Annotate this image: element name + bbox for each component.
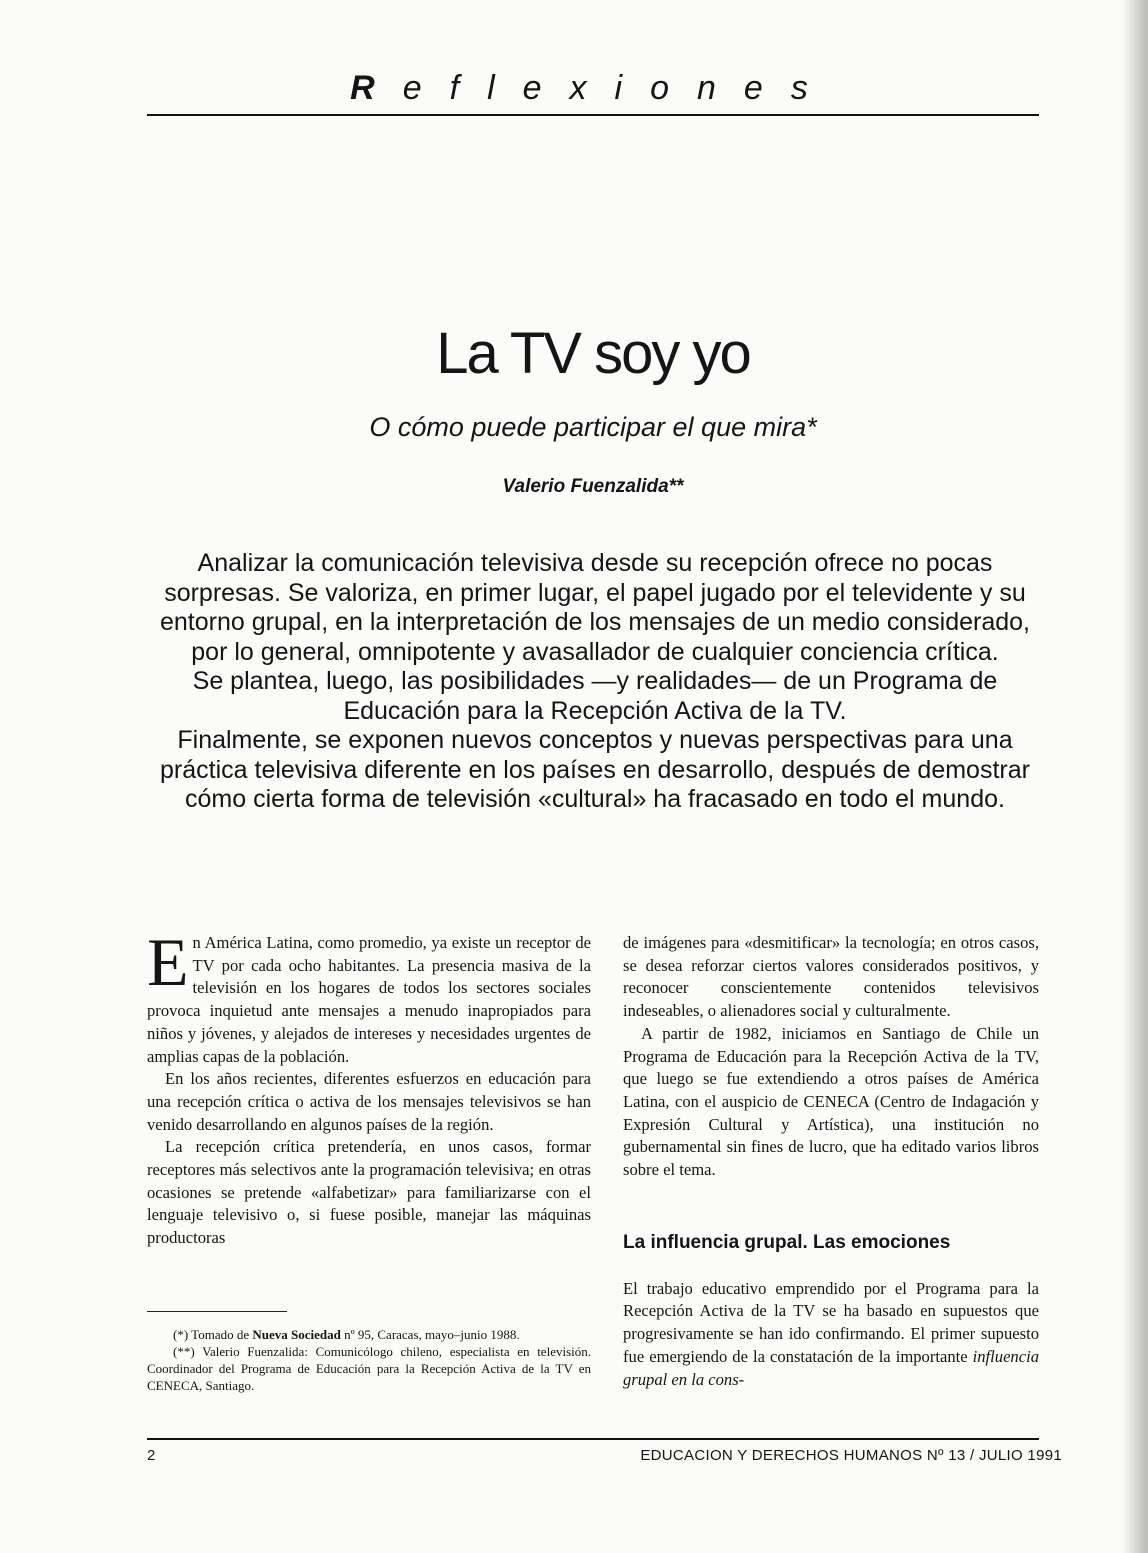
section-header-initial: R [350,69,403,107]
body-paragraph: A partir de 1982, iniciamos en Santiago de Chile un Programa de Educación para la Recepción Activa de la TV, que luego se fue extendiendo a otros países de América Latina, con el auspicio de CENECA (Centro de Indagación y Expresión Cultural y Artística), una institución no gubernamental sin fines de lucro, que ha editado varios libros sobre el tema. [623,1023,1039,1180]
body-column-right [623,932,1039,1391]
article-subtitle: O cómo puede participar el que mira* [369,412,817,442]
abstract-paragraph: Analizar la comunicación televisiva desde su recepción ofrece no pocas sorpresas. Se valoriza, en primer lugar, el papel jugado por el televidente y su entorno grupal, en la interpretación de los mensajes de un medio considerado, por lo general, omnipotente y avasallador de cualquier conciencia crítica. [160,549,1030,666]
footnote-source: Nueva Sociedad [252,1327,341,1342]
body-column-left [147,924,591,1250]
body-paragraph: En los años recientes, diferentes esfuerzos en educación para una recepción crítica o activa de los mensajes televisivos se han venido desarrollando en algunos países de la región. [147,1069,591,1134]
section-header-rest: eflexiones [402,69,836,107]
body-paragraph: de imágenes para «desmitificar» la tecnología; en otros casos, se desea reforzar ciertos valores considerados positivos, y reconocer conscientemente contenidos televisivos indeseables, o alienadores social y culturalmente. [623,933,1039,1021]
body-paragraph-text: n América Latina, como promedio, ya existe un receptor de TV por cada ocho habitantes. La presencia masiva de la televisión en los hogares de todos los sectores sociales provoca inquietud ante mensajes a menudo inapropiados para niños y jóvenes, y alejados de intereses y necesidades urgentes de amplias capas de la población. [147,933,591,1066]
footnote-text: nº 95, Caracas, mayo–junio 1988. [340,1327,520,1342]
footnotes [147,1326,591,1394]
footnote: (**) Valerio Fuenzalida: Comunicólogo chileno, especialista en televisión. Coordinador del Programa de Educación para la Recepción Activa de la TV en CENECA, Santiago. [147,1344,591,1393]
footnote-text: (*) Tomado de [173,1327,253,1342]
abstract-paragraph: Finalmente, se exponen nuevos conceptos y nuevas perspectivas para una práctica televisiva diferente en los países en desarrollo, después de demostrar cómo cierta forma de televisión «cultural» ha fracasado en todo el mundo. [160,726,1030,813]
article-title: La TV soy yo [436,321,750,386]
abstract [140,549,1050,815]
body-paragraph: La recepción crítica pretendería, en unos casos, formar receptores más selectivos ante la programación televisiva; en otras ocasiones se pretende «alfabetizar» para familiarizarse con el lenguaje televisivo o, si fuese posible, manejar las máquinas productoras [147,1137,591,1248]
article-author: Valerio Fuenzalida** [502,476,684,497]
footer-rule [147,1438,1039,1440]
footnote [147,1326,591,1343]
drop-cap: E [147,924,189,1000]
header-rule [147,114,1039,116]
body-paragraph-text: El trabajo educativo emprendido por el Programa para la Recepción Activa de la TV se ha basado en supuestos que progresivamente se han ido confirmando. El primer supuesto fue emergiendo de la constatación de la importante [623,1278,1039,1366]
section-header [147,68,1039,108]
page-number: 2 [147,1447,156,1464]
footnote-rule [147,1311,287,1312]
body-paragraph-italic: influencia grupal en la cons- [623,1346,1039,1389]
body-paragraph [623,1278,1039,1392]
journal-footer: EDUCACION Y DERECHOS HUMANOS Nº 13 / JULIO 1991 [640,1447,1062,1464]
section-subheading: La influencia grupal. Las emociones [623,1231,951,1253]
abstract-paragraph: Se plantea, luego, las posibilidades —y realidades— de un Programa de Educación para la Recepción Activa de la TV. [192,667,998,725]
body-paragraph [147,924,591,1068]
page-edge-shadow [1122,0,1148,1553]
